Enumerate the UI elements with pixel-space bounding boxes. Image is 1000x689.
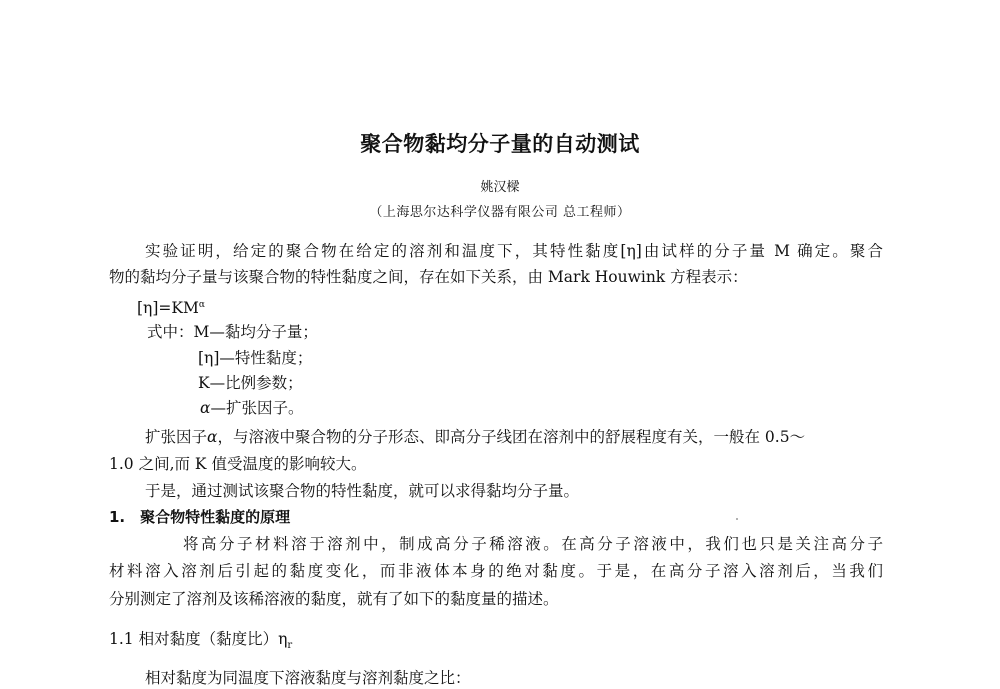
definition-intro: 式中：M—黏均分子量；	[147, 323, 318, 341]
subscript-r: r	[287, 640, 293, 651]
author-affiliation: （上海思尔达科学仪器有限公司 总工程师）	[369, 205, 631, 220]
document-title: 聚合物黏均分子量的自动测试	[360, 132, 640, 156]
paragraph-line: 材料溶入溶剂后引起的黏度变化，而非液体本身的绝对黏度。于是，在高分子溶入溶剂后，当我们	[109, 562, 883, 580]
definition-eta: [η]—特性黏度；	[198, 349, 313, 367]
equation-exponent: α	[198, 300, 205, 310]
paragraph-line: 将高分子材料溶于溶剂中，制成高分子稀溶液。在高分子溶液中，我们也只是关注高分子	[183, 535, 883, 553]
paragraph-line: 扩张因子α，与溶液中聚合物的分子形态、即高分子线团在溶剂中的舒展程度有关，一般在 0.5～	[145, 428, 806, 446]
paragraph-line: 于是，通过测试该聚合物的特性黏度，就可以求得黏均分子量。	[145, 482, 580, 500]
subsection-heading: 1.1 相对黏度（黏度比）$\eta_r$	[109, 630, 293, 651]
paragraph-line: 分别测定了溶剂及该稀溶液的黏度，就有了如下的黏度量的描述。	[109, 590, 559, 608]
definition-k: K—比例参数；	[198, 374, 303, 392]
alpha-symbol: α	[200, 399, 211, 417]
scan-speck	[736, 518, 738, 520]
paragraph-line: 相对黏度为同温度下溶液黏度与溶剂黏度之比：	[145, 669, 471, 687]
equation-base: [η]=KM	[137, 299, 199, 317]
paragraph-line: 1.0 之间,而 K 值受温度的影响较大。	[109, 455, 367, 473]
alpha-symbol: α	[207, 428, 218, 446]
paragraph-line: 物的黏均分子量与该聚合物的特性黏度之间，存在如下关系，由 Mark Houwink 方程表示：	[109, 268, 748, 286]
section-heading: 1. 聚合物特性黏度的原理	[109, 508, 291, 526]
author-name: 姚汉樑	[480, 180, 520, 195]
definition-alpha: α—扩张因子。	[200, 399, 304, 417]
paragraph-line: 实验证明，给定的聚合物在给定的溶剂和温度下，其特性黏度[η]由试样的分子量 M 确定。聚合	[145, 242, 883, 260]
equation	[137, 294, 205, 319]
